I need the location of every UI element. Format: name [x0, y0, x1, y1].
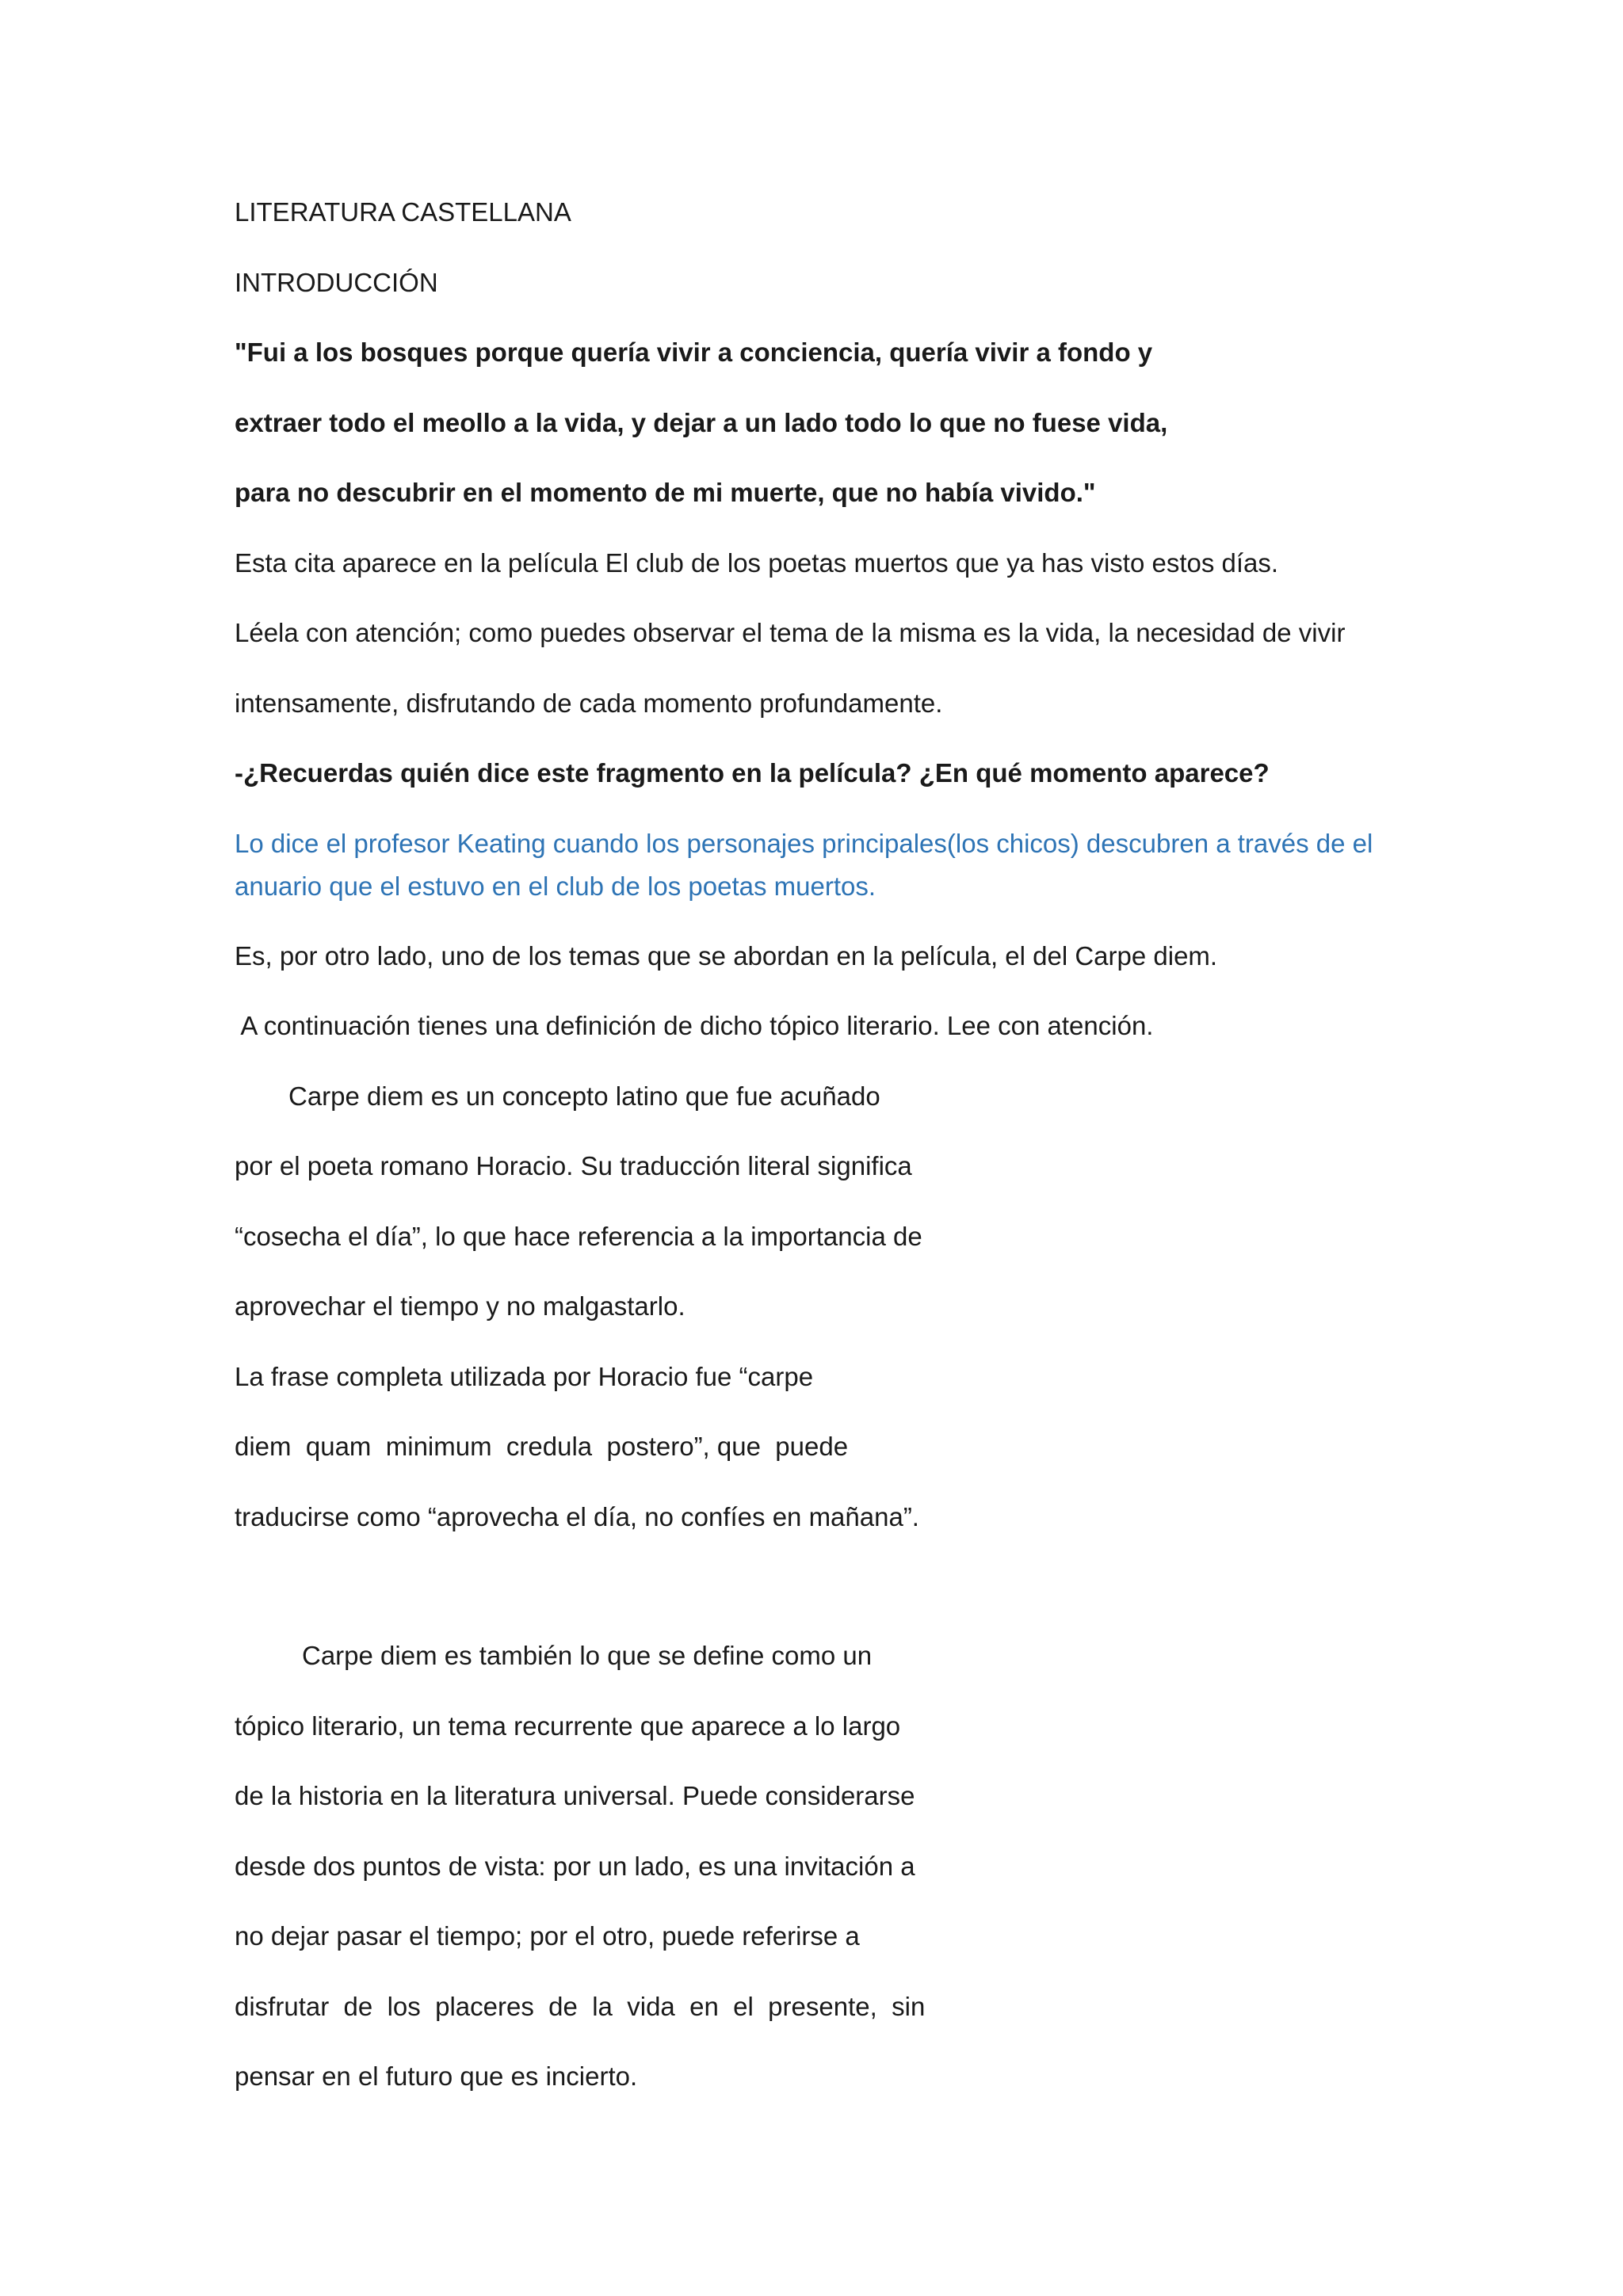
- topic-line: pensar en el futuro que es incierto.: [235, 2061, 638, 2091]
- definition-line: por el poeta romano Horacio. Su traducción literal significa: [235, 1151, 912, 1180]
- topic-line: disfrutar de los placeres de la vida en el presente, sin: [235, 1992, 926, 2021]
- topic-line: no dejar pasar el tiempo; por el otro, puede referirse a: [235, 1921, 860, 1951]
- quote-line: "Fui a los bosques porque quería vivir a conciencia, quería vivir a fondo y: [235, 338, 1153, 367]
- intro-line: Léela con atención; como puedes observar el tema de la misma es la vida, la necesidad de vivir: [235, 618, 1346, 647]
- definition-line: aprovechar el tiempo y no malgastarlo.: [235, 1291, 685, 1321]
- definition-line: La frase completa utilizada por Horacio fue “carpe: [235, 1362, 814, 1391]
- topic-line: tópico literario, un tema recurrente que aparece a lo largo: [235, 1711, 901, 1741]
- definition-line: Carpe diem es un concepto latino que fue acuñado: [288, 1081, 880, 1111]
- definition-intro: A continuación tienes una definición de dicho tópico literario. Lee con atención.: [235, 1011, 1154, 1040]
- topic-line: Carpe diem es también lo que se define como un: [302, 1641, 873, 1670]
- definition-line: traducirse como “aprovecha el día, no confíes en mañana”.: [235, 1502, 919, 1531]
- definition-line: “cosecha el día”, lo que hace referencia a la importancia de: [235, 1222, 922, 1251]
- intro-line: Esta cita aparece en la película El club de los poetas muertos que ya has visto estos días.: [235, 548, 1279, 578]
- intro-line: intensamente, disfrutando de cada momento profundamente.: [235, 688, 943, 718]
- document-title: LITERATURA CASTELLANA: [235, 197, 571, 227]
- quote-line: para no descubrir en el momento de mi muerte, que no había vivido.": [235, 478, 1096, 507]
- topic-line: de la historia en la literatura universal. Puede considerarse: [235, 1781, 915, 1810]
- carpe-intro: Es, por otro lado, uno de los temas que se abordan en la película, el del Carpe diem.: [235, 941, 1218, 971]
- question: -¿Recuerdas quién dice este fragmento en la película? ¿En qué momento aparece?: [235, 758, 1270, 788]
- topic-line: desde dos puntos de vista: por un lado, es una invitación a: [235, 1852, 915, 1881]
- quote-line: extraer todo el meollo a la vida, y dejar a un lado todo lo que no fuese vida,: [235, 408, 1168, 437]
- definition-line: diem quam minimum credula postero”, que puede: [235, 1432, 849, 1461]
- section-heading: INTRODUCCIÓN: [235, 268, 438, 297]
- answer: Lo dice el profesor Keating cuando los personajes principales(los chicos) descubren a través de el anuario que el estuvo en el club de los poetas muertos.: [235, 829, 1373, 901]
